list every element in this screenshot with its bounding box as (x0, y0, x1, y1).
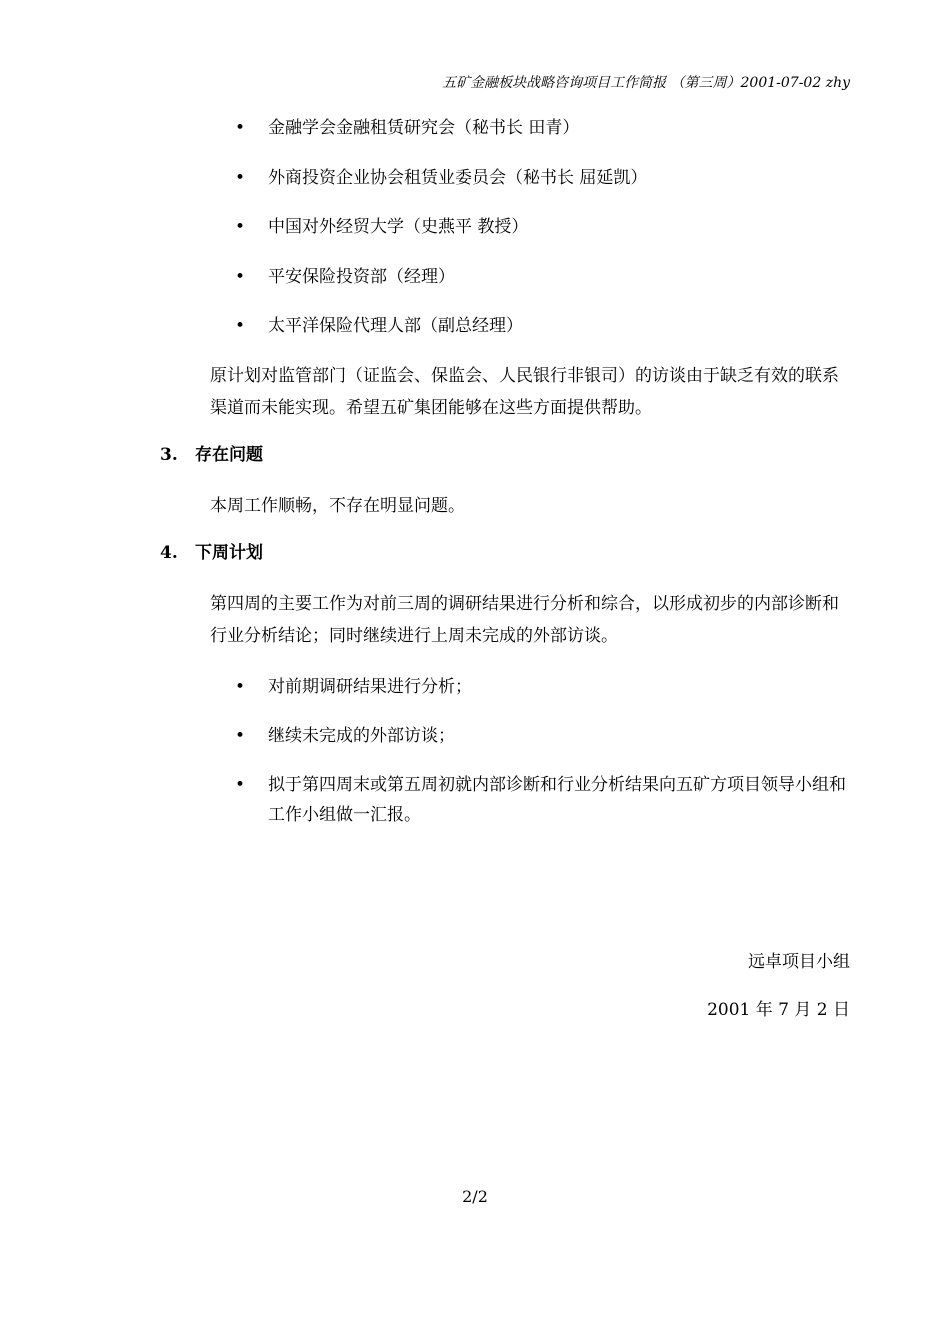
list-item (235, 721, 850, 751)
section-3-number: 3. (160, 445, 178, 465)
list-item (235, 165, 647, 215)
bullet-icon: • (235, 775, 246, 795)
list-item-text: 对前期调研结果进行分析； (268, 677, 472, 697)
bullet-icon: • (235, 316, 246, 336)
bullet-icon: • (235, 167, 246, 188)
signature-date: 2001 年 7 月 2 日 (707, 1000, 850, 1020)
signature-team: 远卓项目小组 (748, 952, 850, 972)
section-4-number: 4. (160, 543, 178, 563)
plan-list (235, 672, 850, 849)
list-item (235, 264, 647, 314)
section-3-title: 存在问题 (195, 445, 263, 465)
list-item-text: 金融学会金融租赁研究会（秘书长 田青） (268, 118, 580, 138)
section-4-body: 第四周的主要工作为对前三周的调研结果进行分析和综合，以形成初步的内部诊断和行业分析结论；同时继续进行上周未完成的外部访谈。 (210, 594, 839, 646)
contact-list (235, 115, 647, 363)
page-header: 五矿金融板块战略咨询项目工作简报 （第三周）2001-07-02 zhy (442, 75, 850, 91)
bullet-icon: • (235, 217, 246, 237)
list-item-text: 拟于第四周末或第五周初就内部诊断和行业分析结果向五矿方项目领导小组和工作小组做一汇报。 (268, 775, 846, 825)
section-3-body: 本周工作顺畅，不存在明显问题。 (210, 496, 465, 516)
section-4-title: 下周计划 (195, 543, 263, 563)
page-number: 2/2 (462, 1187, 488, 1206)
list-item-text: 平安保险投资部（经理） (268, 266, 455, 287)
list-item-text: 中国对外经贸大学（史燕平 教授） (268, 217, 529, 237)
list-item (235, 115, 647, 165)
regulator-note-paragraph: 原计划对监管部门（证监会、保监会、人民银行非银司）的访谈由于缺乏有效的联系渠道而未能实现。希望五矿集团能够在这些方面提供帮助。 (210, 366, 839, 418)
list-item (235, 770, 850, 830)
section-3-heading (160, 442, 263, 468)
list-item-text: 太平洋保险代理人部（副总经理） (268, 316, 523, 336)
bullet-icon: • (235, 677, 246, 697)
list-item-text: 继续未完成的外部访谈； (268, 726, 455, 746)
list-item (235, 672, 850, 702)
list-item (235, 313, 647, 363)
section-4-heading (160, 540, 263, 566)
list-item (235, 214, 647, 264)
bullet-icon: • (235, 726, 246, 746)
bullet-icon: • (235, 118, 246, 138)
bullet-icon: • (235, 266, 246, 287)
list-item-text: 外商投资企业协会租赁业委员会（秘书长 屈延凯） (268, 167, 648, 188)
